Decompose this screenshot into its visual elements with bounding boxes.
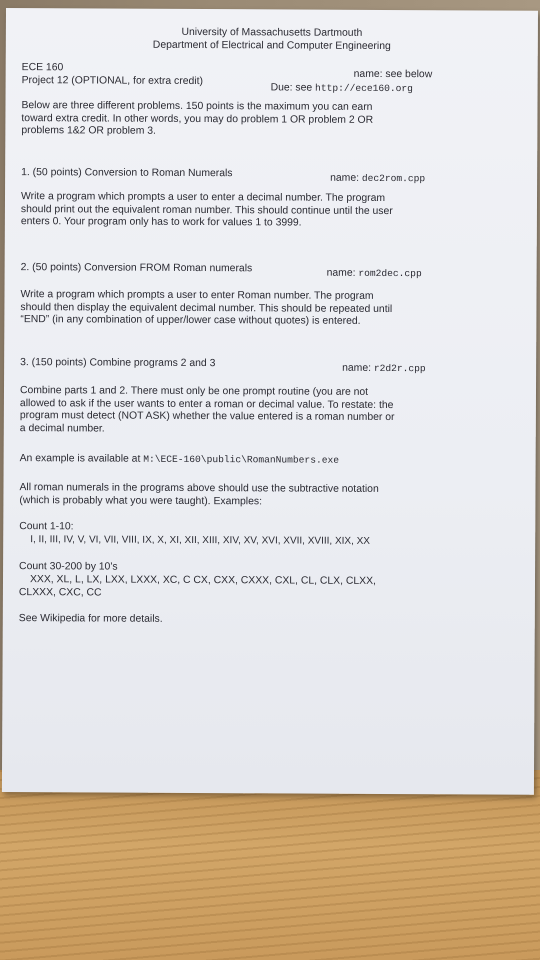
example-line xyxy=(20,453,339,467)
problem-3-description: Combine parts 1 and 2. There must only be one prompt routine (you are not allowed to ask if the user wants to enter a roman or decimal value. To restate: the program must detect (NOT ASK) whether the value entered is a roman number or a decimal number. xyxy=(19,385,395,435)
department-name: Department of Electrical and Computer Engineering xyxy=(152,39,391,53)
name-label: name: see below xyxy=(353,68,433,81)
count-1-10-label: Count 1-10: xyxy=(19,521,74,533)
notation-paragraph: All roman numerals in the programs above should use the subtractive notation (which is probably what you were taught). Examples: xyxy=(19,482,379,507)
intro-line: Below are three different problems. 150 points is the maximum you can earn xyxy=(21,100,373,113)
problem-1-filename: name: dec2rom.cpp xyxy=(330,172,426,185)
wikipedia-note: See Wikipedia for more details. xyxy=(18,613,163,625)
project-title: Project 12 (OPTIONAL, for extra credit) xyxy=(21,75,203,88)
problem-2-heading: 2. (50 points) Conversion FROM Roman numerals xyxy=(20,262,253,275)
count-1-10-values: I, II, III, IV, V, VI, VII, VIII, IX, X, XI, XII, XIII, XIV, XV, XVI, XVII, XVIII, XIX, XX xyxy=(30,534,371,547)
wooden-desk xyxy=(0,770,540,960)
problem-1-heading: 1. (50 points) Conversion to Roman Numerals xyxy=(21,167,233,180)
problem-3-filename: name: r2d2r.cpp xyxy=(342,362,426,375)
problem-3-heading: 3. (150 points) Combine programs 2 and 3 xyxy=(20,357,216,370)
course-code: ECE 160 xyxy=(21,62,64,74)
count-30-200-label: Count 30-200 by 10's xyxy=(19,561,118,573)
problem-1-description: Write a program which prompts a user to enter a decimal number. The program should print out the equivalent roman number. This should continue until the user enters 0. Your program only has to work for values 1 to 3999. xyxy=(20,191,393,229)
intro-paragraph xyxy=(21,100,451,140)
problem-2-description: Write a program which prompts a user to enter Roman number. The program should then display the equivalent decimal number. This should be repeated until “END” (in any combination of upper/lower case without quotes) is entered. xyxy=(20,289,393,328)
count-30-200-values-cont: CLXXX, CXC, CC xyxy=(18,587,102,599)
due-url: http://ece160.org xyxy=(315,82,413,95)
count-30-200-values: XXX, XL, L, LX, LXX, LXXX, XC, C CX, CXX, CXXX, CXL, CL, CLX, CLXX, xyxy=(29,574,376,587)
assignment-sheet xyxy=(2,8,538,795)
due-label: Due: see xyxy=(270,82,316,94)
intro-line: toward extra credit. In other words, you may do problem 1 OR problem 2 OR xyxy=(21,112,374,126)
example-prefix: An example is available at xyxy=(19,453,144,465)
intro-line: problems 1&2 OR problem 3. xyxy=(21,125,156,137)
problem-2-filename: name: rom2dec.cpp xyxy=(326,267,422,280)
due-line xyxy=(271,82,413,95)
university-name: University of Massachusetts Dartmouth xyxy=(181,26,363,39)
example-path: M:\ECE-160\public\RomanNumbers.exe xyxy=(143,453,340,466)
